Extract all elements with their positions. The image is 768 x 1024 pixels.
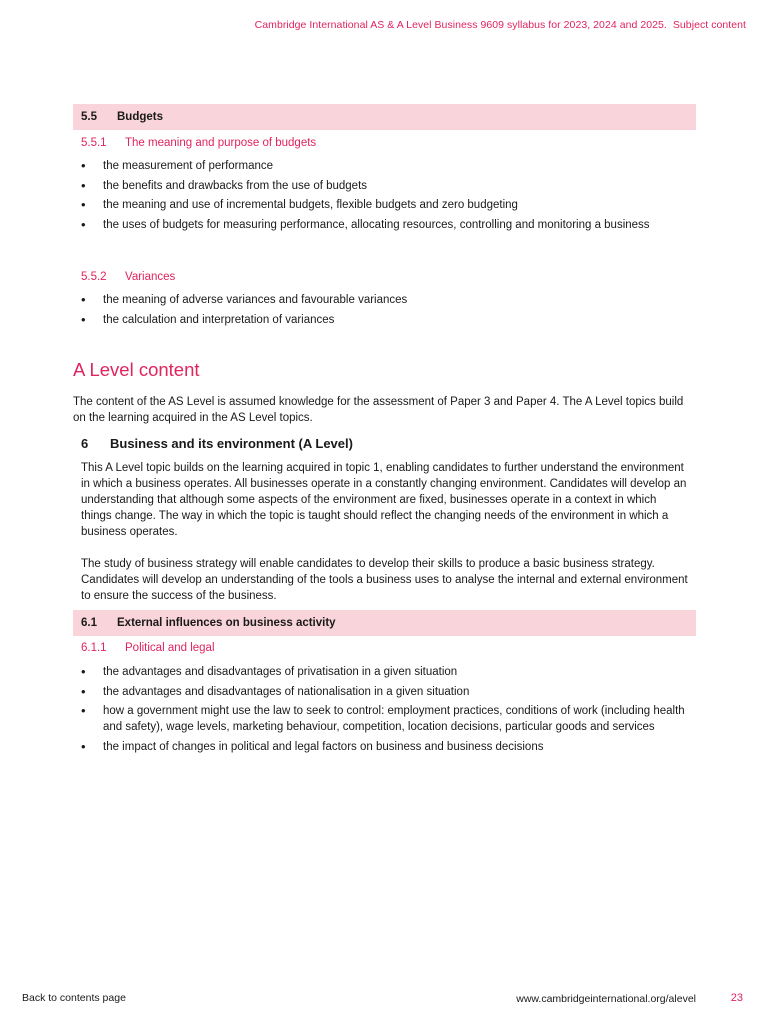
running-header (255, 19, 746, 31)
list-item: • the measurement of performance (81, 158, 687, 174)
list-item: • the calculation and interpretation of variances (81, 312, 687, 328)
section-title: Budgets (117, 111, 163, 123)
topic-6-paragraph-2: The study of business strategy will enable candidates to develop their skills to produce a basic business strategy. Candidates will develop an understanding of the tools a business uses to analyse the internal and external environment to ensure the success of the business. (81, 558, 688, 602)
bullet-list-5-5-1 (81, 158, 687, 236)
section-6-1-bar (73, 610, 696, 636)
subsection-5-5-2-heading (81, 271, 175, 283)
list-item: • the meaning and use of incremental budgets, flexible budgets and zero budgeting (81, 197, 687, 213)
subsection-number: 5.5.1 (81, 137, 107, 149)
topic-6-paragraph-1: This A Level topic builds on the learning acquired in topic 1, enabling candidates to further understand the environment in which a business operates. All businesses operate in a constantly changing environment. Candidates will develop an understanding that although some aspects of the environment are fixed, businesses operate in a context in which things change. The way in which the topic is taught should reflect the changing needs of the environment in which a business operates. (81, 462, 687, 538)
back-to-contents-link[interactable]: Back to contents page (22, 992, 126, 1004)
subsection-number: 6.1.1 (81, 642, 107, 654)
list-item: • the meaning of adverse variances and favourable variances (81, 292, 687, 308)
subsection-title: Variances (125, 271, 176, 283)
section-5-5-bar (73, 104, 696, 130)
header-section: Subject content (672, 19, 746, 31)
header-title: Cambridge International AS & A Level Business 9609 syllabus for 2023, 2024 and 2025. (254, 19, 667, 31)
list-item: • the uses of budgets for measuring performance, allocating resources, controlling and monitoring a business (81, 217, 687, 233)
subsection-number: 5.5.2 (81, 271, 107, 283)
subsection-6-1-1-heading (81, 642, 215, 654)
topic-title: Business and its environment (A Level) (110, 436, 353, 451)
list-item: • the benefits and drawbacks from the use of budgets (81, 178, 687, 194)
website-link[interactable]: www.cambridgeinternational.org/alevel (516, 993, 696, 1005)
list-item: • the advantages and disadvantages of nationalisation in a given situation (81, 684, 687, 700)
subsection-5-5-1-heading (81, 137, 316, 149)
topic-6-heading (81, 436, 353, 451)
list-item: • how a government might use the law to seek to control: employment practices, conditions of work (including health and safety), wage levels, marketing behaviour, competition, location decisions, particular goods and services (81, 703, 687, 735)
section-title: External influences on business activity (117, 617, 336, 629)
list-item: • the advantages and disadvantages of privatisation in a given situation (81, 664, 687, 680)
bullet-list-6-1-1 (81, 664, 687, 758)
subsection-title: Political and legal (125, 642, 215, 654)
bullet-list-5-5-2 (81, 292, 687, 331)
section-number: 5.5 (81, 111, 97, 123)
a-level-heading: A Level content (73, 359, 200, 380)
subsection-title: The meaning and purpose of budgets (125, 137, 317, 149)
topic-number: 6 (81, 436, 89, 451)
page-number: 23 (730, 992, 743, 1004)
section-number: 6.1 (81, 617, 97, 629)
a-level-intro: The content of the AS Level is assumed knowledge for the assessment of Paper 3 and Paper 4. The A Level topics build on the learning acquired in the AS Level topics. (73, 396, 684, 424)
list-item: • the impact of changes in political and legal factors on business and business decisions (81, 739, 687, 755)
